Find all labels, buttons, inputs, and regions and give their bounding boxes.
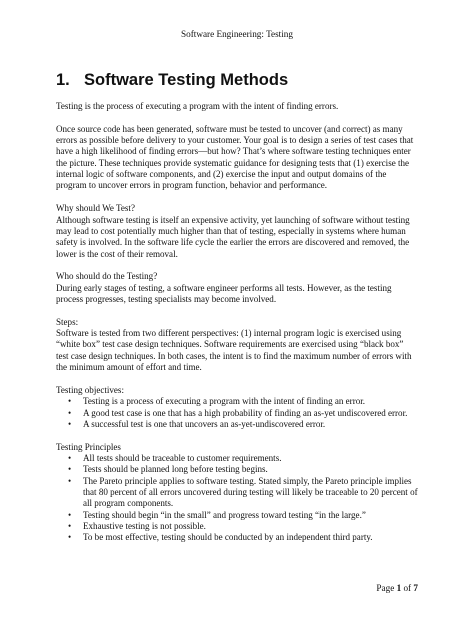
who-tests-section (56, 271, 418, 305)
why-test-section (56, 203, 418, 260)
why-test-body: Although software testing is itself an expensive activity, yet launching of software without testing may lead to cost potentially much higher than that of testing, especially in systems where human safety is involved. In the software life cycle the earlier the errors are discovered and removed, the lower is the cost of their removal. (56, 214, 410, 259)
steps-body: Software is tested from two different perspectives: (1) internal program logic is exercised using “white box” test case design techniques. Software requirements are exercised using “black box” test case design techniques. In both cases, the intent is to find the maximum number of errors with the minimum amount of effort and time. (56, 328, 412, 373)
list-item: • Testing is a process of executing a program with the intent of finding an error. (83, 396, 418, 407)
who-tests-body: During early stages of testing, a software engineer performs all tests. However, as the testing process progresses, testing specialists may become involved. (56, 282, 392, 304)
running-header: Software Engineering: Testing (181, 29, 293, 39)
page-title (56, 70, 418, 90)
list-item: • The Pareto principle applies to software testing. Stated simply, the Pareto principle implies that 80 percent of all errors uncovered during testing will likely be traceable to 20 percent of all program components. (83, 476, 418, 510)
intro-paragraph: Testing is the process of executing a program with the intent of finding errors. (56, 101, 339, 111)
principles-heading: Testing Principles (56, 441, 121, 452)
list-item: • To be most effective, testing should be conducted by an independent third party. (83, 532, 418, 543)
list-item: • Testing should begin “in the small” and progress toward testing “in the large.” (83, 510, 418, 521)
principles-list (56, 453, 418, 544)
overview-paragraph: Once source code has been generated, software must be tested to uncover (and correct) as many errors as possible before delivery to your customer. Your goal is to design a series of test cases that have a high likelihood of finding errors—but how? That’s where software testing techniques enter the picture. These techniques provide systematic guidance for designing tests that (1) exercise the internal logic of software components, and (2) exercise the input and output domains of the program to uncover errors in program function, behavior and performance. (56, 123, 414, 191)
steps-heading: Steps: (56, 316, 79, 327)
list-item: • Exhaustive testing is not possible. (83, 521, 418, 532)
list-item: • Tests should be planned long before testing begins. (83, 464, 418, 475)
objectives-list (56, 396, 418, 430)
steps-section (56, 317, 418, 374)
section-title: Software Testing Methods (84, 71, 289, 89)
list-item: • All tests should be traceable to customer requirements. (83, 453, 418, 464)
why-test-heading: Why should We Test? (56, 203, 135, 214)
objectives-section (56, 385, 418, 430)
page-content (56, 70, 418, 555)
current-page-number: 1 (396, 583, 402, 593)
objectives-heading: Testing objectives: (56, 384, 124, 395)
of-label: of (403, 583, 412, 593)
page-label: Page (376, 583, 395, 593)
list-item: • A good test case is one that has a high probability of finding an as-yet undiscovered error. (83, 408, 418, 419)
section-number: 1. (56, 71, 70, 89)
principles-section (56, 442, 418, 544)
list-item: • A successful test is one that uncovers an as-yet-undiscovered error. (83, 419, 418, 430)
who-tests-heading: Who should do the Testing? (56, 271, 158, 282)
page-number-footer (376, 582, 418, 594)
total-pages-number: 7 (413, 583, 418, 593)
